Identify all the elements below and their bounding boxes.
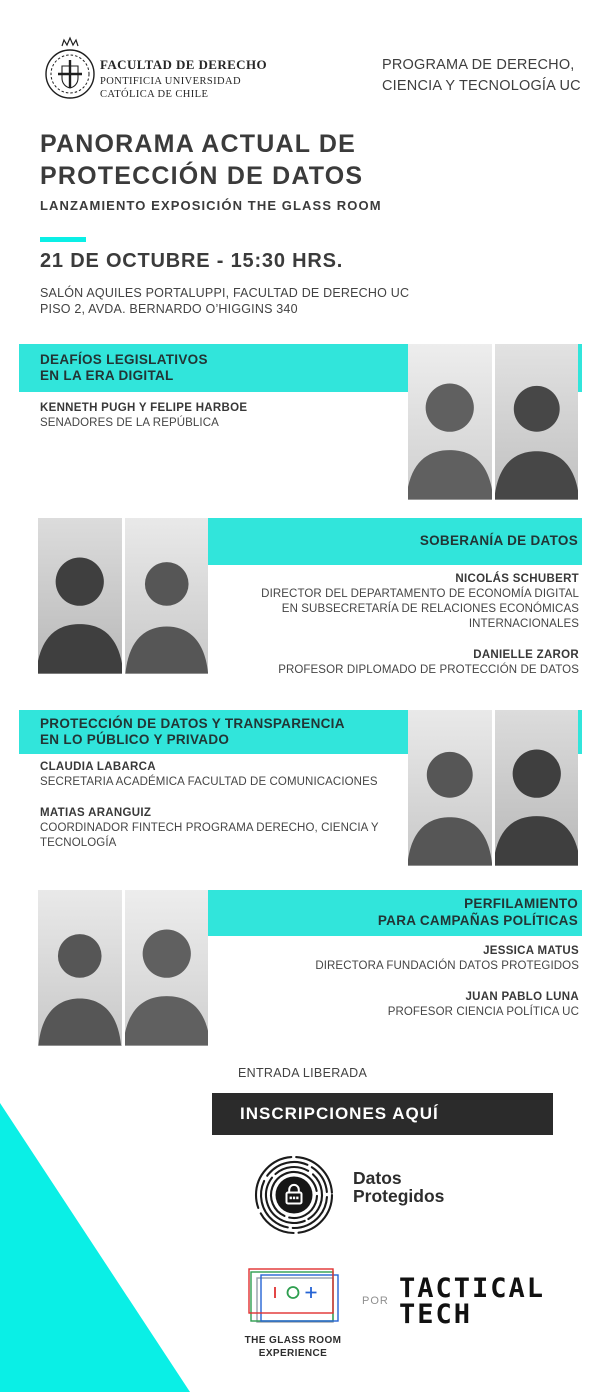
university-line2: CATÓLICA DE CHILE	[100, 89, 209, 100]
program-line1: PROGRAMA DE DERECHO,	[382, 57, 575, 73]
session4-speakers	[219, 944, 579, 1020]
protegidos-line: Protegidos	[353, 1185, 445, 1206]
datos-protegidos-wordmark	[353, 1170, 444, 1205]
headshot-woman-long-hair	[38, 890, 122, 1046]
tech-line: TECH	[399, 1299, 473, 1330]
uc-crest-seal-icon	[44, 36, 96, 102]
speaker-role: DIRECTOR DEL DEPARTAMENTO DE ECONOMÍA DIGITAL	[261, 588, 579, 600]
speaker-name: NICOLÁS SCHUBERT	[455, 573, 579, 585]
speaker-entry	[219, 648, 579, 678]
headshot-man	[495, 710, 579, 866]
speaker-entry	[40, 401, 247, 431]
datos-line: Datos	[353, 1168, 402, 1188]
program-name-block	[382, 55, 581, 97]
speaker-role: EN SUBSECRETARÍA DE RELACIONES ECONÓMICAS	[281, 603, 579, 615]
speaker-role: INTERNACIONALES	[468, 618, 579, 630]
speaker-name: MATIAS ARANGUIZ	[40, 807, 152, 819]
speaker-name: CLAUDIA LABARCA	[40, 761, 156, 773]
title-line1: PANORAMA ACTUAL DE	[40, 130, 357, 158]
session3-speakers-photo	[408, 710, 578, 866]
session4-band-line2: PARA CAMPAÑAS POLÍTICAS	[377, 912, 578, 928]
speaker-entry	[219, 944, 579, 974]
speaker-name: DANIELLE ZAROR	[473, 649, 579, 661]
session3-speakers	[40, 760, 379, 851]
glass-room-line: THE GLASS ROOM	[244, 1335, 342, 1346]
program-line2: CIENCIA Y TECNOLOGÍA UC	[382, 78, 581, 94]
speaker-role: DIRECTORA FUNDACIÓN DATOS PROTEGIDOS	[315, 960, 579, 972]
registration-button[interactable]: INSCRIPCIONES AQUÍ	[212, 1093, 553, 1135]
session4-band-line1: PERFILAMIENTO	[464, 896, 578, 911]
session1-speakers	[40, 401, 247, 431]
por-label: POR	[362, 1295, 389, 1307]
speaker-entry	[219, 990, 579, 1020]
glass-room-rectangles-logo-icon	[248, 1268, 340, 1326]
speaker-entry	[40, 806, 379, 851]
experience-line: EXPERIENCE	[258, 1347, 328, 1359]
event-venue	[40, 285, 409, 317]
speaker-entry	[40, 760, 379, 790]
poster-subtitle: LANZAMIENTO EXPOSICIÓN THE GLASS ROOM	[40, 198, 382, 213]
venue-line1: SALÓN AQUILES PORTALUPPI, FACULTAD DE DERECHO UC	[40, 286, 410, 300]
headshot-woman	[125, 518, 209, 674]
speaker-role: PROFESOR DIPLOMADO DE PROTECCIÓN DE DATOS	[278, 664, 579, 676]
headshot-man-beard-shirt	[125, 890, 209, 1046]
free-entry-note: ENTRADA LIBERADA	[238, 1066, 368, 1080]
headshot-man-beard	[38, 518, 122, 674]
session1-band-line1: DEAFÍOS LEGISLATIVOS	[40, 351, 208, 367]
session4-title-band	[208, 890, 582, 936]
session4-speakers-photo	[38, 890, 208, 1046]
venue-line2: PISO 2, AVDA. BERNARDO O’HIGGINS 340	[40, 302, 298, 316]
session2-speakers-photo	[38, 518, 208, 674]
speaker-entry	[219, 572, 579, 632]
headshot-woman-scarf	[408, 710, 492, 866]
session2-title-band	[208, 518, 582, 565]
speaker-role: SENADORES DE LA REPÚBLICA	[40, 417, 219, 429]
speaker-name: JESSICA MATUS	[483, 945, 579, 957]
fingerprint-lock-logo-icon	[254, 1155, 334, 1235]
session2-speakers	[219, 572, 579, 678]
session1-speakers-photo	[408, 344, 578, 500]
event-datetime: 21 DE OCTUBRE - 15:30 HRS.	[40, 250, 344, 272]
session1-band-line2: EN LA ERA DIGITAL	[40, 368, 174, 383]
session3-band-line2: EN LO PÚBLICO Y PRIVADO	[40, 732, 230, 747]
university-line1: PONTIFICIA UNIVERSIDAD	[100, 75, 241, 87]
university-name-block	[100, 57, 267, 100]
tactical-line: TACTICAL	[399, 1273, 546, 1304]
speaker-role: SECRETARIA ACADÉMICA FACULTAD DE COMUNICACIONES	[40, 776, 378, 788]
session2-band-line1: SOBERANÍA DE DATOS	[419, 533, 578, 549]
speaker-role: PROFESOR CIENCIA POLÍTICA UC	[387, 1006, 579, 1018]
speaker-name: JUAN PABLO LUNA	[465, 991, 579, 1003]
poster-title	[40, 128, 363, 192]
faculty-name: FACULTAD DE DERECHO	[100, 57, 267, 72]
headshot-man-glasses	[408, 344, 492, 500]
tactical-tech-wordmark	[399, 1273, 546, 1330]
headshot-man-suit	[495, 344, 579, 500]
speaker-name: KENNETH PUGH Y FELIPE HARBOE	[40, 402, 248, 414]
cyan-corner-triangle	[0, 1103, 190, 1392]
title-line2: PROTECCIÓN DE DATOS	[40, 162, 364, 190]
glass-room-experience-label	[240, 1335, 346, 1360]
cyan-dash-divider	[40, 237, 86, 242]
session3-band-line1: PROTECCIÓN DE DATOS Y TRANSPARENCIA	[40, 715, 345, 731]
speaker-role: TECNOLOGÍA	[40, 837, 117, 849]
speaker-role: COORDINADOR FINTECH PROGRAMA DERECHO, CIENCIA Y	[40, 822, 379, 834]
